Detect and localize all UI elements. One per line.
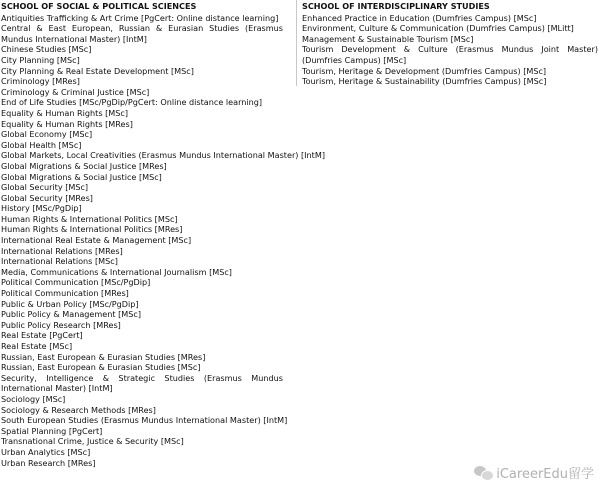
programme-item: Urban Research [MRes]	[1, 457, 96, 468]
programme-item: Media, Communications & International Journalism [MSc]	[1, 266, 232, 277]
programme-item: Human Rights & International Politics [MSc]	[1, 213, 178, 224]
programme-item: Global Security [MRes]	[1, 192, 93, 203]
school-heading: SCHOOL OF INTERDISCIPLINARY STUDIES	[302, 1, 490, 11]
programme-item: Russian, East European & Eurasian Studies [MRes]	[1, 351, 206, 362]
programme-item: Global Economy [MSc]	[1, 129, 93, 140]
programme-item: Real Estate [MSc]	[1, 341, 73, 351]
social-political-sciences-column	[1, 1, 325, 468]
programme-item: International Relations [MRes]	[1, 245, 123, 256]
programme-item: Transnational Crime, Justice & Security [MSc]	[1, 436, 184, 447]
programme-item: History [MSc/PgDip]	[1, 203, 82, 214]
programme-item: Human Rights & International Politics [MRes]	[1, 224, 183, 235]
programme-item: Spatial Planning [PgCert]	[1, 425, 103, 436]
programme-item: Equality & Human Rights [MSc]	[1, 107, 129, 118]
programme-item: Antiquities Trafficking & Art Crime [PgCert: Online distance learning]	[1, 12, 279, 23]
programme-item: End of Life Studies [MSc/PgDip/PgCert: Online distance learning]	[1, 97, 263, 108]
wechat-icon	[474, 466, 492, 480]
programme-item: Tourism Development & Culture (Erasmus Mundus Joint Master) (Dumfries Campus) [MSc]	[302, 44, 598, 65]
programme-item: Sociology & Research Methods [MRes]	[1, 404, 156, 415]
programme-item: Criminology & Criminal Justice [MSc]	[1, 86, 150, 97]
programme-item: International Real Estate & Management [MSc]	[1, 235, 192, 246]
programme-item: Public Policy & Management [MSc]	[1, 309, 142, 320]
programme-item: Global Migrations & Social Justice [MRes]	[1, 160, 167, 171]
programme-item: Political Communication [MRes]	[1, 288, 129, 299]
programme-item: City Planning [MSc]	[1, 54, 80, 65]
watermark	[474, 463, 594, 482]
programme-item: Russian, East European & Eurasian Studies [MSc]	[1, 362, 201, 373]
programme-item: Tourism, Heritage & Sustainability (Dumfries Campus) [MSc]	[302, 76, 547, 87]
programme-item: Management & Sustainable Tourism [MSc]	[302, 33, 474, 44]
programme-item: Chinese Studies [MSc]	[1, 44, 92, 55]
programme-item: Political Communication [MSc/PgDip]	[1, 277, 151, 288]
programme-item: Criminology [MRes]	[1, 76, 80, 87]
programme-item: Global Health [MSc]	[1, 139, 82, 150]
programme-item: Enhanced Practice in Education (Dumfries Campus) [MSc]	[302, 12, 537, 23]
interdisciplinary-studies-column	[302, 1, 598, 87]
programme-item: City Planning & Real Estate Development [MSc]	[1, 65, 194, 76]
watermark-text: iCareerEdu留学	[496, 467, 594, 482]
school-heading: SCHOOL OF SOCIAL & POLITICAL SCIENCES	[1, 1, 197, 11]
programme-item: Tourism, Heritage & Development (Dumfries Campus) [MSc]	[302, 65, 547, 76]
programme-item: Public Policy Research [MRes]	[1, 319, 121, 330]
programme-item: Environment, Culture & Communication (Dumfries Campus) [MLitt]	[302, 23, 574, 34]
programme-item: Public & Urban Policy [MSc/PgDip]	[1, 298, 139, 309]
programme-item: Equality & Human Rights [MRes]	[1, 118, 133, 129]
programme-item: Global Migrations & Social Justice [MSc]	[1, 171, 162, 182]
programme-item: Central & East European, Russian & Eurasian Studies (Erasmus Mundus International Master) [IntM]	[1, 23, 283, 44]
programme-item: South European Studies (Erasmus Mundus International Master) [IntM]	[1, 415, 288, 426]
programme-item: International Relations [MSc]	[1, 256, 118, 267]
programme-item: Security, Intelligence & Strategic Studies (Erasmus Mundus International Master) [IntM]	[1, 372, 283, 394]
programme-item: Global Markets, Local Creativities (Erasmus Mundus International Master) [IntM]	[1, 150, 325, 161]
column-divider	[296, 0, 297, 86]
programme-item: Global Security [MSc]	[1, 182, 89, 193]
programme-item: Real Estate [PgCert]	[1, 330, 83, 341]
programme-item: Urban Analytics [MSc]	[1, 446, 91, 457]
programme-item: Sociology [MSc]	[1, 393, 66, 404]
